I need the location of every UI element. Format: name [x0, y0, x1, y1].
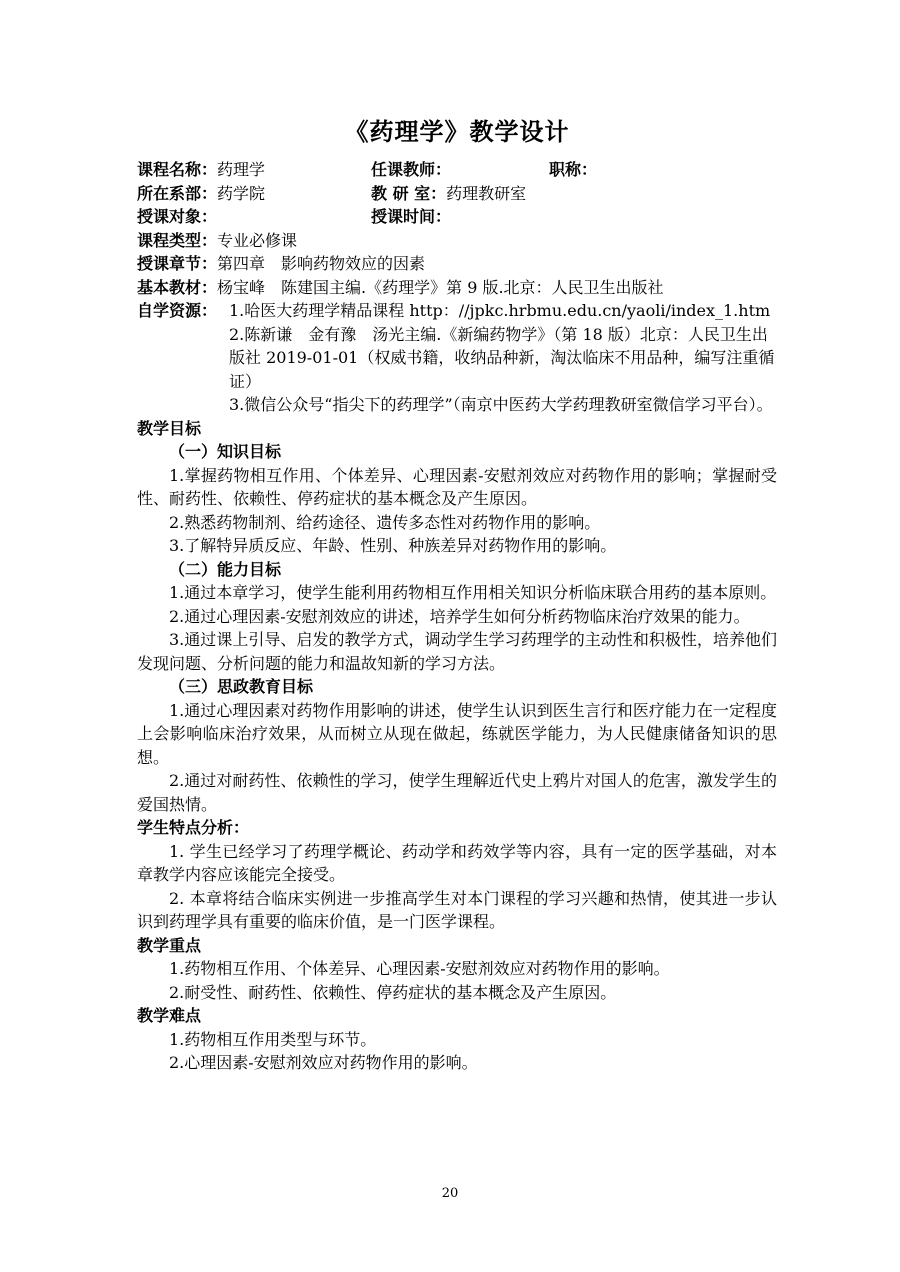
office-value: 药理教研室	[446, 183, 527, 203]
knowledge-item: 3.了解特异质反应、年龄、性别、种族差异对药物作用的影响。	[169, 536, 617, 555]
resource-item: 2.陈新谦 金有豫 汤光主编.《新编药物学》（第 18 版）北京：人民卫生出版社 2019-01-01（权威书籍，收纳品种新，淘汰临床不用品种，编写注重循证）	[229, 324, 775, 391]
ability-item: 3.通过课上引导、启发的教学方式，调动学生学习药理学的主动性和积极性，培养他们发现问题、分析问题的能力和温故知新的学习方法。	[137, 630, 777, 673]
teacher-label: 任课教师：	[371, 160, 452, 179]
course-name-label: 课程名称：	[137, 160, 218, 179]
dept-value: 药学院	[217, 183, 266, 203]
office-label: 教 研 室：	[371, 183, 447, 203]
key-point-item: 2.耐受性、耐药性、依赖性、停药症状的基本概念及产生原因。	[169, 982, 617, 1002]
type-value: 专业必修课	[217, 230, 298, 250]
info-row-type	[137, 229, 777, 253]
chapter-value: 第四章 影响药物效应的因素	[217, 254, 426, 273]
info-row-audience	[137, 205, 777, 229]
audience-label: 授课对象：	[137, 207, 218, 226]
ideology-heading: （三）思政教育目标	[169, 677, 314, 696]
ability-item: 1.通过本章学习，使学生能利用药物相互作用相关知识分析临床联合用药的基本原则。	[169, 583, 777, 602]
page-number: 20	[441, 1186, 459, 1201]
textbook-value: 杨宝峰 陈建国主编.《药理学》第 9 版.北京：人民卫生出版社	[217, 277, 664, 297]
students-heading: 学生特点分析：	[137, 818, 250, 837]
rank-label: 职称：	[549, 160, 598, 179]
info-row-chapter	[137, 252, 777, 276]
document-title: 《药理学》教学设计	[344, 117, 570, 146]
course-name-value: 药理学	[217, 160, 266, 179]
knowledge-item: 2.熟悉药物制剂、给药途径、遗传多态性对药物作用的影响。	[169, 512, 601, 532]
difficulties-heading: 教学难点	[137, 1006, 202, 1025]
info-row-resources	[137, 299, 777, 417]
textbook-label: 基本教材：	[137, 277, 218, 297]
document-body	[137, 116, 777, 1075]
difficulty-item: 2.心理因素-安慰剂效应对药物作用的影响。	[169, 1053, 478, 1072]
resource-item: 3.微信公众号“指尖下的药理学”（南京中医药大学药理教研室微信学习平台）。	[229, 395, 773, 414]
resource-item: 1.哈医大药理学精品课程 http：//jpkc.hrbmu.edu.cn/yaoli/index_1.htm	[229, 301, 771, 320]
students-item: 2. 本章将结合临床实例进一步推高学生对本门课程的学习兴趣和热情，使其进一步认识到药理学具有重要的临床价值，是一门医学课程。	[137, 888, 777, 931]
resources-list	[229, 299, 777, 417]
ideology-item: 1.通过心理因素对药物作用影响的讲述，使学生认识到医生言行和医疗能力在一定程度上会影响临床治疗效果，从而树立从现在做起，练就医学能力，为人民健康储备知识的思想。	[137, 700, 777, 767]
knowledge-heading: （一）知识目标	[169, 442, 282, 461]
difficulty-item: 1.药物相互作用类型与环节。	[169, 1029, 377, 1049]
students-item: 1. 学生已经学习了药理学概论、药动学和药效学等内容，具有一定的医学基础，对本章教学内容应该能完全接受。	[137, 841, 777, 884]
info-row-course	[137, 158, 777, 182]
chapter-label: 授课章节：	[137, 254, 218, 273]
ability-heading: （二）能力目标	[169, 559, 282, 579]
info-row-dept	[137, 182, 777, 206]
type-label: 课程类型：	[137, 230, 218, 250]
key-points-heading: 教学重点	[137, 935, 202, 955]
ability-item: 2.通过心理因素-安慰剂效应的讲述，培养学生如何分析药物临床治疗效果的能力。	[169, 606, 750, 626]
key-point-item: 1.药物相互作用、个体差异、心理因素-安慰剂效应对药物作用的影响。	[169, 959, 670, 978]
dept-label: 所在系部：	[137, 183, 218, 203]
goals-heading: 教学目标	[137, 418, 202, 438]
resources-label: 自学资源：	[137, 301, 218, 320]
time-label: 授课时间：	[371, 207, 452, 226]
knowledge-item: 1.掌握药物相互作用、个体差异、心理因素-安慰剂效应对药物作用的影响；掌握耐受性、耐药性、依赖性、停药症状的基本概念及产生原因。	[137, 465, 777, 508]
ideology-item: 2.通过对耐药性、依赖性的学习，使学生理解近代史上鸦片对国人的危害，激发学生的爱国热情。	[137, 771, 777, 814]
info-row-textbook	[137, 276, 777, 300]
